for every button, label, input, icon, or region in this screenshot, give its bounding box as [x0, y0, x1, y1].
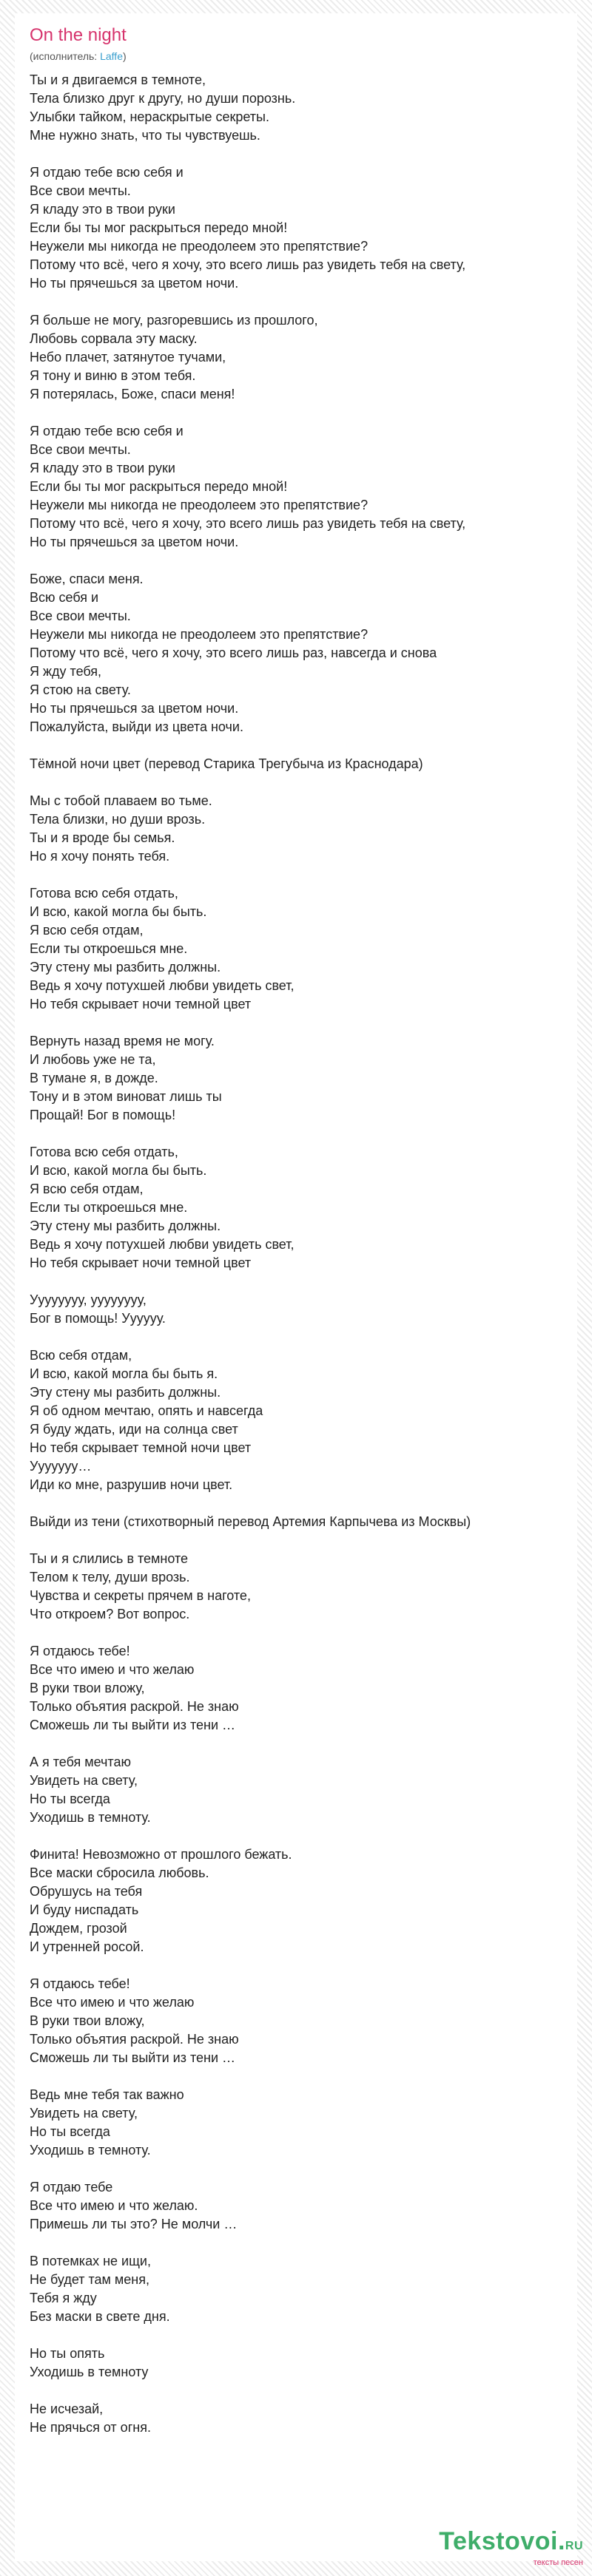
lyrics-stanza	[30, 2178, 562, 2234]
lyric-line: Дождем, грозой	[30, 1921, 127, 1936]
lyric-line: Я буду ждать, иди на солнца свет	[30, 1422, 238, 1437]
lyric-line: Я отдаюсь тебе!	[30, 1976, 130, 1991]
lyric-line: Обрушусь на тебя	[30, 1884, 143, 1899]
lyric-line: Если бы ты мог раскрыться передо мной!	[30, 479, 288, 494]
logo-tld: RU	[565, 2540, 583, 2552]
lyric-line: Всю себя отдам,	[30, 1348, 132, 1363]
lyrics-stanza	[30, 1642, 562, 1735]
lyric-line: Прощай! Бог в помощь!	[30, 1108, 176, 1122]
logo-wordmark	[439, 2528, 583, 2560]
lyric-line: Эту стену мы разбить должны.	[30, 1218, 221, 1233]
lyrics-stanza	[30, 311, 562, 404]
lyric-line: И всю, какой могла бы быть.	[30, 904, 207, 919]
lyric-line: Все что имею и что желаю	[30, 1995, 195, 2010]
lyric-line: Все что имею и что желаю.	[30, 2198, 198, 2213]
lyric-line: Увидеть на свету,	[30, 2106, 138, 2121]
lyric-line: Я стою на свету.	[30, 682, 131, 697]
lyric-line: Если бы ты мог раскрыться передо мной!	[30, 220, 288, 235]
lyric-line: Все свои мечты.	[30, 609, 131, 623]
lyric-line: Я отдаю тебе всю себя и	[30, 424, 184, 438]
lyric-line: Тела близки, но души врозь.	[30, 812, 206, 827]
lyric-line: Потому что всё, чего я хочу, это всего лишь раз увидеть тебя на свету,	[30, 257, 466, 272]
lyric-line: Тёмной ночи цвет (перевод Старика Трегубыча из Краснодара)	[30, 756, 423, 771]
lyric-line: Уходишь в темноту	[30, 2365, 149, 2379]
lyric-line: Но тебя скрывает ночи темной цвет	[30, 1255, 252, 1270]
lyric-line: Не будет там меня,	[30, 2272, 149, 2287]
artist-link[interactable]: Laffe	[100, 50, 123, 62]
artist-suffix: )	[122, 50, 127, 62]
lyric-line: В руки твои вложу,	[30, 2013, 145, 2028]
lyric-line: Ууууууу…	[30, 1459, 92, 1474]
lyric-line: Ты и я вроде бы семья.	[30, 830, 175, 845]
lyric-line: Выйди из тени (стихотворный перевод Артемия Карпычева из Москвы)	[30, 1514, 471, 1529]
lyric-line: И утренней росой.	[30, 1939, 144, 1954]
lyrics-stanza	[30, 1513, 562, 1531]
lyric-line: И всю, какой могла бы быть.	[30, 1163, 207, 1178]
lyric-line: Ведь мне тебя так важно	[30, 2087, 184, 2102]
lyric-line: Неужели мы никогда не преодолеем это препятствие?	[30, 239, 369, 254]
lyric-line: Но тебя скрывает темной ночи цвет	[30, 1440, 252, 1455]
lyric-line: Я об одном мечтаю, опять и навсегда	[30, 1403, 263, 1418]
lyric-line: Я отдаю тебе всю себя и	[30, 165, 184, 180]
lyric-line: В тумане я, в дожде.	[30, 1071, 158, 1085]
lyric-line: Если ты откроешься мне.	[30, 1200, 188, 1215]
lyric-line: Бог в помощь! Уууууу.	[30, 1311, 166, 1326]
lyric-line: Любовь сорвала эту маску.	[30, 331, 198, 346]
lyrics-stanza	[30, 2400, 562, 2437]
lyric-line: И буду ниспадать	[30, 1902, 139, 1917]
lyrics-stanza	[30, 1032, 562, 1125]
lyric-line: Улыбки тайком, нераскрытые секреты.	[30, 109, 269, 124]
lyric-line: Всю себя и	[30, 590, 99, 605]
lyric-line: Уходишь в темноту.	[30, 2143, 151, 2158]
lyric-line: В руки твои вложу,	[30, 1681, 145, 1695]
lyric-line: Уходишь в темноту.	[30, 1810, 151, 1825]
lyric-line: Уууууууу, уууууууу,	[30, 1292, 147, 1307]
lyrics-stanza	[30, 163, 562, 293]
lyric-line: Вернуть назад время не могу.	[30, 1034, 215, 1048]
lyric-line: Потому что всё, чего я хочу, это всего лишь раз, навсегда и снова	[30, 645, 437, 660]
lyric-line: Все маски сбросила любовь.	[30, 1865, 209, 1880]
lyric-line: Но ты прячешься за цветом ночи.	[30, 276, 239, 291]
lyric-line: Только объятия раскрой. Не знаю	[30, 1699, 239, 1714]
lyric-line: Эту стену мы разбить должны.	[30, 1385, 221, 1400]
lyric-line: Тела близко друг к другу, но души порознь.	[30, 91, 296, 106]
lyric-line: Сможешь ли ты выйти из тени …	[30, 2050, 236, 2065]
lyrics-stanza	[30, 1845, 562, 1956]
lyrics-stanza	[30, 570, 562, 736]
lyric-line: Ведь я хочу потухшей любви увидеть свет,	[30, 978, 295, 993]
artist-line	[30, 50, 127, 62]
lyric-line: Но ты всегда	[30, 1792, 110, 1806]
lyric-line: Я больше не могу, разгоревшись из прошлого,	[30, 313, 318, 328]
lyric-line: Я отдаю тебе	[30, 2180, 113, 2194]
lyrics-stanza	[30, 2086, 562, 2160]
lyric-line: Но ты опять	[30, 2346, 105, 2361]
lyric-line: Увидеть на свету,	[30, 1773, 138, 1788]
lyric-line: Неужели мы никогда не преодолеем это препятствие?	[30, 498, 369, 512]
lyric-line: Готова всю себя отдать,	[30, 886, 178, 901]
lyric-line: Я потерялась, Боже, спаси меня!	[30, 387, 235, 401]
lyric-line: Боже, спаси меня.	[30, 572, 144, 586]
lyric-line: Мы с тобой плаваем во тьме.	[30, 793, 212, 808]
lyric-line: Но тебя скрывает ночи темной цвет	[30, 997, 252, 1011]
lyric-line: Все свои мечты.	[30, 442, 131, 457]
lyric-line: Сможешь ли ты выйти из тени …	[30, 1718, 236, 1732]
lyric-line: Тебя я жду	[30, 2291, 97, 2305]
lyric-line: Без маски в свете дня.	[30, 2309, 170, 2324]
lyric-line: Ты и я слились в темноте	[30, 1551, 189, 1566]
lyric-line: Чувства и секреты прячем в наготе,	[30, 1588, 251, 1603]
lyric-line: Ведь я хочу потухшей любви увидеть свет,	[30, 1237, 295, 1252]
page-title: On the night	[30, 25, 127, 45]
lyric-line: Телом к телу, души врозь.	[30, 1570, 190, 1584]
lyrics-stanza	[30, 884, 562, 1014]
lyric-line: Если ты откроешься мне.	[30, 941, 188, 956]
lyric-line: Мне нужно знать, что ты чувствуешь.	[30, 128, 260, 143]
lyric-line: Не исчезай,	[30, 2402, 104, 2416]
lyric-line: Ты и я двигаемся в темноте,	[30, 72, 206, 87]
lyrics-stanza	[30, 1550, 562, 1624]
lyric-line: Иди ко мне, разрушив ночи цвет.	[30, 1477, 233, 1492]
lyric-line: Но ты прячешься за цветом ночи.	[30, 701, 239, 716]
lyric-line: Но ты всегда	[30, 2124, 110, 2139]
lyric-line: Все свои мечты.	[30, 183, 131, 198]
lyric-line: Что откроем? Вот вопрос.	[30, 1607, 190, 1621]
lyrics-stanza	[30, 422, 562, 552]
logo-tagline: тексты песен	[533, 2558, 583, 2567]
lyrics-stanza	[30, 2252, 562, 2326]
lyric-line: И любовь уже не та,	[30, 1052, 156, 1067]
lyrics-stanza	[30, 792, 562, 866]
lyrics-stanza	[30, 1753, 562, 1827]
logo-word: Tekstovoi	[439, 2527, 558, 2555]
lyric-line: Я жду тебя,	[30, 664, 102, 679]
lyric-line: Примешь ли ты это? Не молчи …	[30, 2217, 238, 2231]
lyric-line: Не прячься от огня.	[30, 2420, 151, 2435]
lyrics-stanza	[30, 1291, 562, 1328]
artist-prefix: (исполнитель:	[30, 50, 101, 62]
lyric-line: Готова всю себя отдать,	[30, 1145, 178, 1159]
lyrics-stanza	[30, 71, 562, 145]
lyric-line: Я тону и виню в этом тебя.	[30, 368, 196, 383]
lyrics-stanza	[30, 755, 562, 773]
lyric-line: Потому что всё, чего я хочу, это всего лишь раз увидеть тебя на свету,	[30, 516, 466, 531]
lyric-line: Я кладу это в твои руки	[30, 202, 175, 217]
lyrics-stanza	[30, 2345, 562, 2382]
lyric-line: Финита! Невозможно от прошлого бежать.	[30, 1847, 292, 1862]
lyric-line: Я кладу это в твои руки	[30, 461, 175, 475]
lyric-line: Эту стену мы разбить должны.	[30, 960, 221, 975]
lyric-line: Но я хочу понять тебя.	[30, 849, 170, 864]
lyric-line: Я всю себя отдам,	[30, 1182, 144, 1196]
lyric-line: В потемках не ищи,	[30, 2254, 151, 2268]
lyric-line: Я отдаюсь тебе!	[30, 1644, 130, 1658]
lyric-line: Я всю себя отдам,	[30, 923, 144, 938]
lyric-line: Только объятия раскрой. Не знаю	[30, 2032, 239, 2047]
lyric-line: Тону и в этом виноват лишь ты	[30, 1089, 222, 1104]
lyrics-stanza	[30, 1975, 562, 2067]
lyric-line: Все что имею и что желаю	[30, 1662, 195, 1677]
lyric-line: А я тебя мечтаю	[30, 1755, 131, 1769]
lyrics-body	[30, 71, 562, 2455]
lyric-line: И всю, какой могла бы быть я.	[30, 1366, 218, 1381]
lyric-line: Небо плачет, затянутое тучами,	[30, 350, 226, 365]
lyrics-stanza	[30, 1346, 562, 1494]
lyric-line: Пожалуйста, выйди из цвета ночи.	[30, 719, 243, 734]
lyric-line: Неужели мы никогда не преодолеем это препятствие?	[30, 627, 369, 642]
lyrics-stanza	[30, 1143, 562, 1272]
lyric-line: Но ты прячешься за цветом ночи.	[30, 535, 239, 549]
logo-dot: .	[557, 2527, 565, 2555]
site-logo[interactable]	[439, 2528, 583, 2567]
